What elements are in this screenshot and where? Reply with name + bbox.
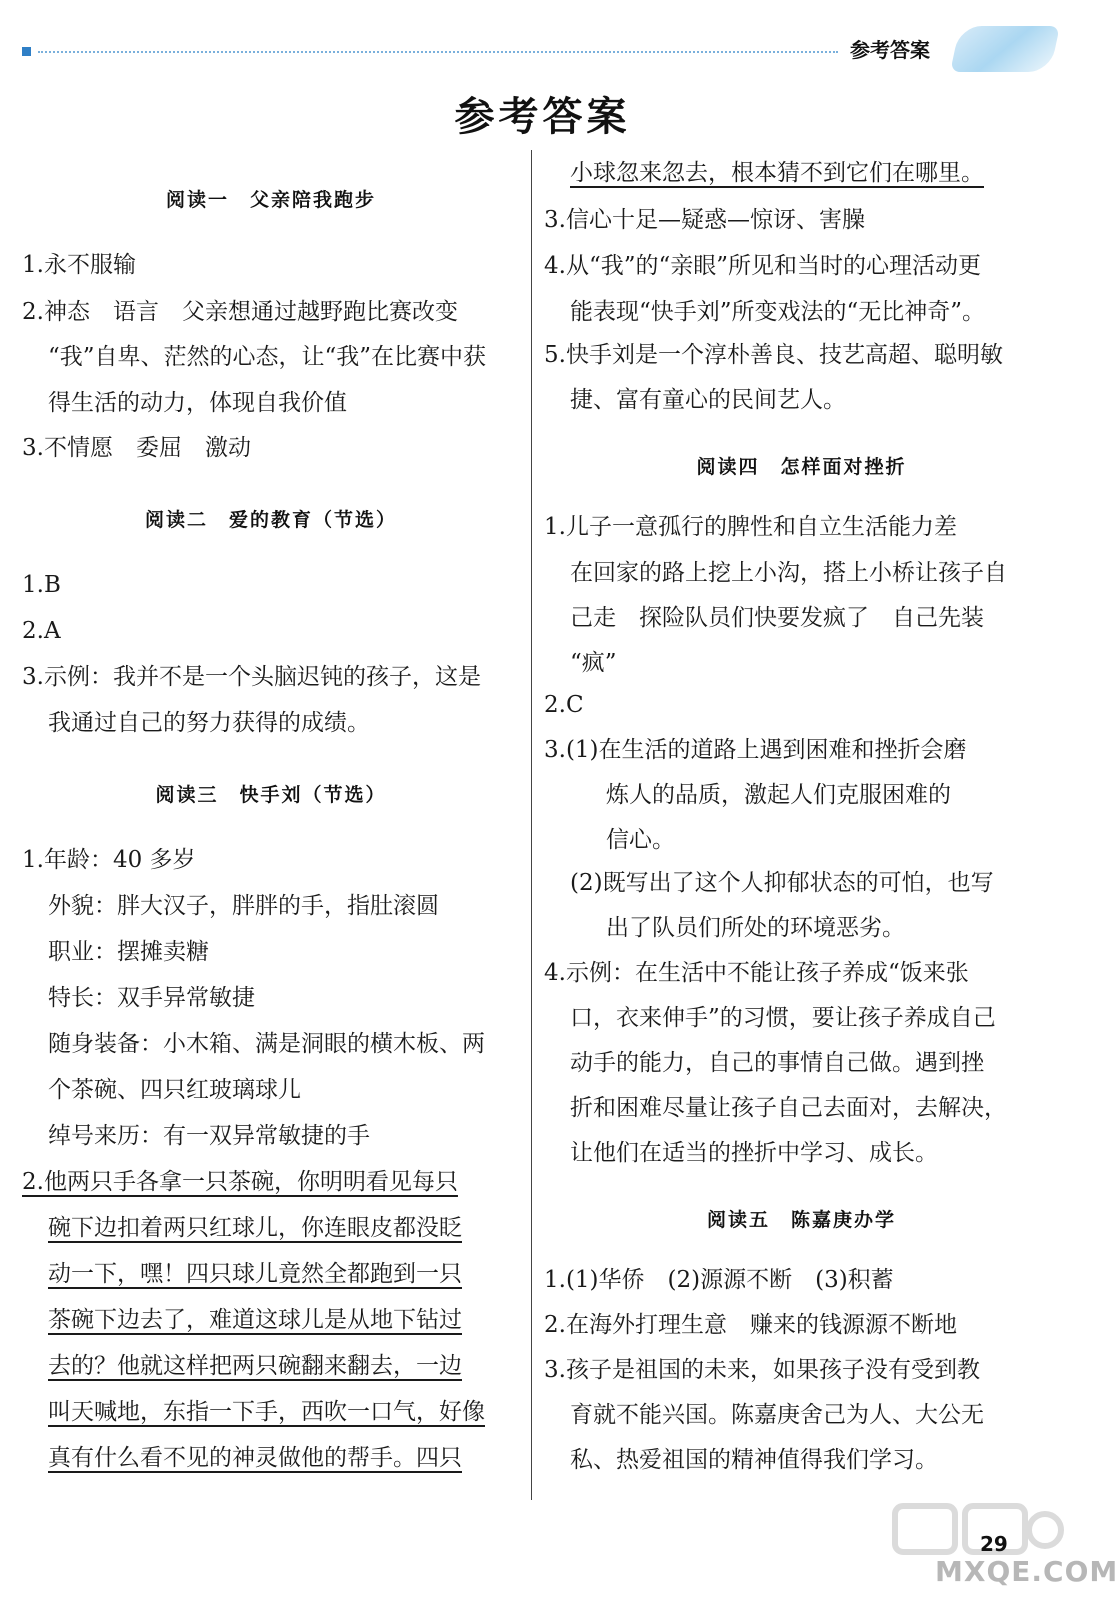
answer-line: 3.示例：我并不是一个头脑迟钝的孩子，这是	[22, 664, 481, 690]
answer-line-underlined: 去的？他就这样把两只碗翻来翻去，一边	[48, 1353, 462, 1379]
answer-line-underlined: 动一下，嘿！四只球儿竟然全都跑到一只	[48, 1261, 462, 1287]
answer-line: 随身装备：小木箱、满是洞眼的横木板、两	[48, 1031, 485, 1057]
answer-line: 在回家的路上挖上小沟，搭上小桥让孩子自	[570, 560, 1007, 586]
answer-line: 1.永不服输	[22, 252, 136, 278]
answer-line: 折和困难尽量让孩子自己去面对，去解决，	[570, 1095, 1007, 1121]
answer-line-underlined: 叫天喊地，东指一下手，西吹一口气，好像	[48, 1399, 485, 1425]
watermark-text: MXQE.COM	[935, 1555, 1118, 1588]
header-dotted-line	[38, 51, 838, 53]
page-number: 29	[980, 1532, 1008, 1556]
answer-line: 出了队员们所处的环境恶劣。	[606, 915, 905, 941]
page-title: 参考答案	[454, 94, 631, 140]
answer-line: 4.示例：在生活中不能让孩子养成“饭来张	[544, 960, 969, 986]
answer-line-underlined: 真有什么看不见的神灵做他的帮手。四只	[48, 1445, 462, 1471]
answer-line: 2.在海外打理生意 赚来的钱源源不断地	[544, 1312, 957, 1338]
answer-line: 能表现“快手刘”所变戏法的“无比神奇”。	[570, 299, 986, 325]
answer-line: 3.信心十足—疑惑—惊讶、害臊	[544, 207, 865, 233]
answer-line: 己走 探险队员们快要发疯了 自己先装	[570, 605, 984, 631]
answer-line: 4.从“我”的“亲眼”所见和当时的心理活动更	[544, 253, 981, 279]
answer-line: “我”自卑、茫然的心态，让“我”在比赛中获	[48, 344, 487, 370]
answer-line: 3.(1)在生活的道路上遇到困难和挫折会磨	[544, 737, 967, 763]
answer-line: 炼人的品质，激起人们克服困难的	[606, 782, 951, 808]
answer-line: 让他们在适当的挫折中学习、成长。	[570, 1140, 938, 1166]
answer-line-underlined: 碗下边扣着两只红球儿，你连眼皮都没眨	[48, 1215, 462, 1241]
answer-line: “疯”	[570, 650, 617, 676]
header-square	[22, 47, 31, 56]
section-title: 阅读四 怎样面对挫折	[696, 456, 907, 478]
answer-line: 3.孩子是祖国的未来，如果孩子没有受到教	[544, 1357, 980, 1383]
answer-line-underlined: 茶碗下边去了，难道这球儿是从地下钻过	[48, 1307, 462, 1333]
answer-line: 外貌：胖大汉子，胖胖的手，指肚滚圆	[48, 893, 439, 919]
answer-line: 2.C	[544, 692, 584, 718]
answer-line: 动手的能力，自己的事情自己做。遇到挫	[570, 1050, 984, 1076]
answer-line: 1.B	[22, 572, 61, 598]
answer-line: 3.不情愿 委屈 激动	[22, 435, 251, 461]
answer-line: 2.神态 语言 父亲想通过越野跑比赛改变	[22, 299, 458, 325]
section-title: 阅读一 父亲陪我跑步	[165, 189, 376, 211]
section-title: 阅读三 快手刘（节选）	[155, 784, 387, 806]
answer-line: 2.A	[22, 618, 61, 644]
answer-line: 个茶碗、四只红玻璃球儿	[48, 1077, 301, 1103]
answer-line: 信心。	[606, 827, 675, 853]
answer-line: 1.(1)华侨 (2)源源不断 (3)积蓄	[544, 1267, 894, 1293]
answer-line: 得生活的动力，体现自我价值	[48, 390, 347, 416]
answer-line: 私、热爱祖国的精神值得我们学习。	[570, 1447, 938, 1473]
answer-line: 绰号来历：有一双异常敏捷的手	[48, 1123, 370, 1149]
answer-line: 1.年龄：40 多岁	[22, 847, 196, 873]
answer-line: 口，衣来伸手”的习惯，要让孩子养成自己	[570, 1005, 996, 1031]
answer-line: 职业：摆摊卖糖	[48, 939, 209, 965]
answer-line-underlined: 2.他两只手各拿一只茶碗，你明明看见每只	[22, 1169, 458, 1195]
answer-line: (2)既写出了这个人抑郁状态的可怕，也写	[570, 870, 994, 896]
header-label: 参考答案	[850, 38, 930, 62]
answer-line: 我通过自己的努力获得的成绩。	[48, 710, 370, 736]
answer-line: 捷、富有童心的民间艺人。	[570, 387, 846, 413]
answer-line: 5.快手刘是一个淳朴善良、技艺高超、聪明敏	[544, 342, 1003, 368]
answer-line: 特长：双手异常敏捷	[48, 985, 255, 1011]
answer-line: 育就不能兴国。陈嘉庚舍己为人、大公无	[570, 1402, 984, 1428]
section-title: 阅读二 爱的教育（节选）	[144, 509, 397, 531]
answer-line-underlined: 小球忽来忽去，根本猜不到它们在哪里。	[570, 160, 984, 186]
answer-line: 1.儿子一意孤行的脾性和自立生活能力差	[544, 514, 957, 540]
header-decoration-icon	[950, 26, 1060, 72]
column-divider	[531, 150, 532, 1500]
section-title: 阅读五 陈嘉庚办学	[706, 1209, 896, 1231]
